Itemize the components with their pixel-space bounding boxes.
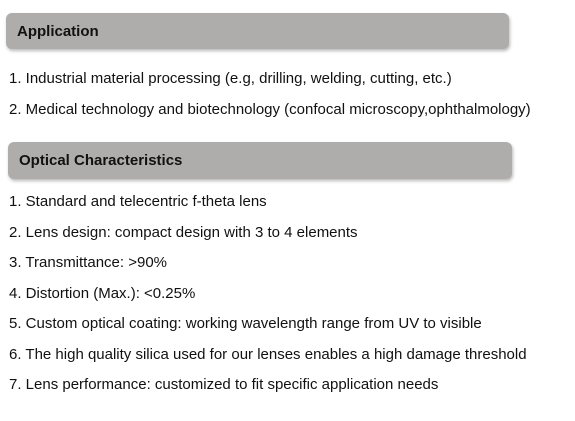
optical-characteristics-header — [8, 142, 512, 179]
optical-item-2: 2. Lens design: compact design with 3 to 4 elements — [9, 223, 358, 241]
application-title: Application — [17, 22, 99, 40]
application-section-header — [6, 13, 509, 49]
optical-item-7: 7. Lens performance: customized to fit specific application needs — [9, 376, 439, 393]
optical-item-3: 3. Transmittance: >90% — [9, 254, 167, 271]
application-item-1: 1. Industrial material processing (e.g, drilling, welding, cutting, etc.) — [9, 70, 452, 87]
application-list — [9, 71, 531, 132]
application-item-2: 2. Medical technology and biotechnology (confocal microscopy,ophthalmology) — [9, 100, 531, 118]
optical-characteristics-title: Optical Characteristics — [19, 152, 183, 169]
optical-characteristics-list — [9, 194, 527, 408]
optical-item-5: 5. Custom optical coating: working wavelength range from UV to visible — [9, 315, 482, 332]
optical-item-6: 6. The high quality silica used for our lenses enables a high damage threshold — [9, 345, 527, 363]
optical-item-4: 4. Distortion (Max.): <0.25% — [9, 284, 196, 302]
optical-item-1: 1. Standard and telecentric f-theta lens — [9, 193, 267, 210]
